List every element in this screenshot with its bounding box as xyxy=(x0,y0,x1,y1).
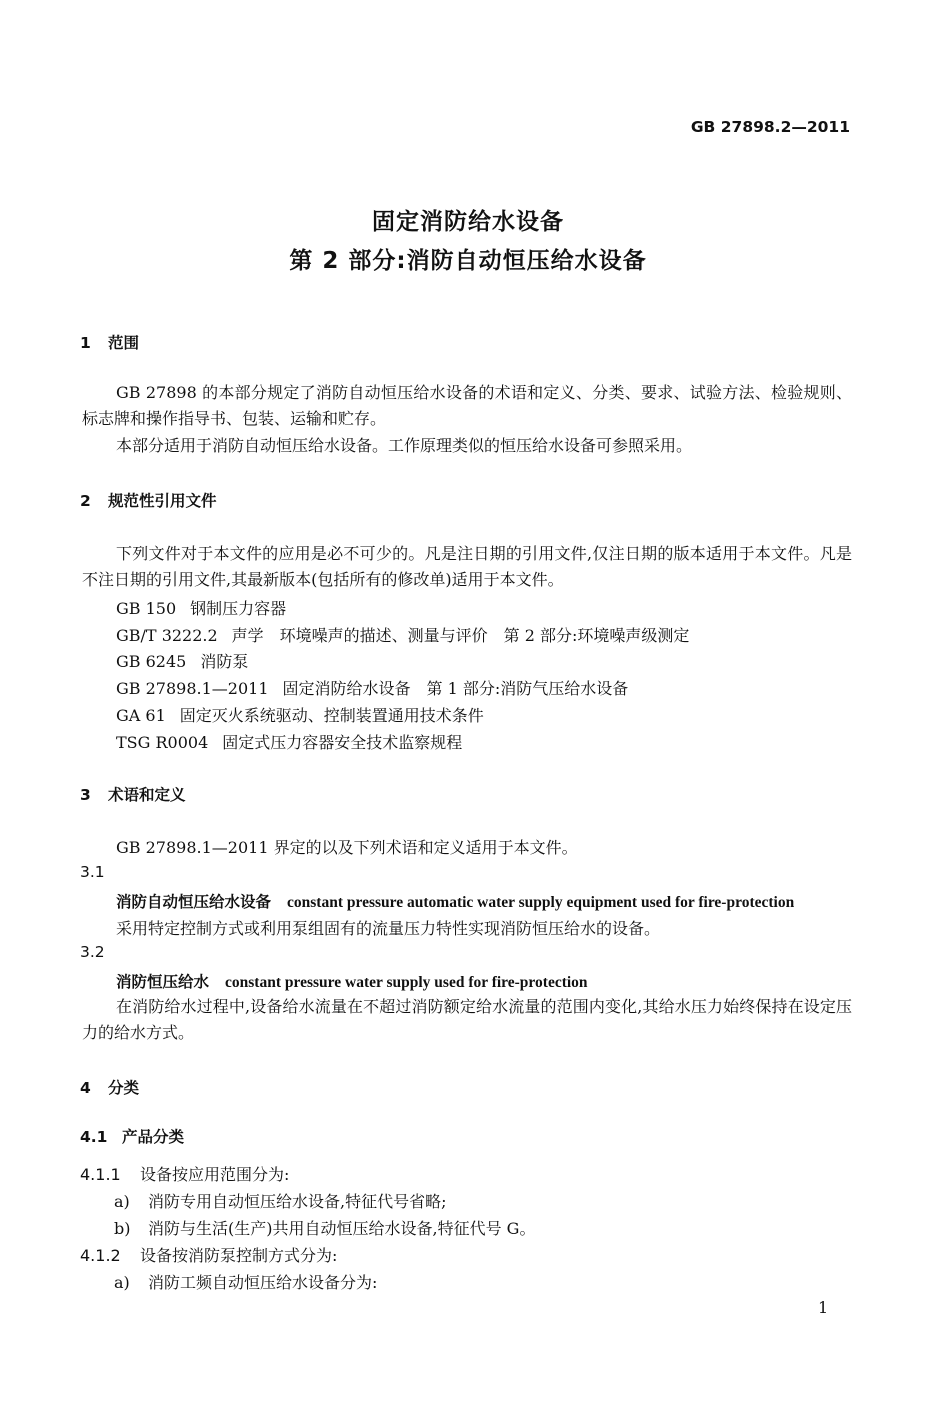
list-item-text: 消防工频自动恒压给水设备分为: xyxy=(148,1273,378,1292)
list-marker: a) xyxy=(114,1192,130,1211)
section-title: 术语和定义 xyxy=(108,786,186,804)
subsection-title: 产品分类 xyxy=(122,1128,185,1146)
section-heading-terms xyxy=(80,783,186,805)
list-item xyxy=(114,1216,535,1239)
page-number: 1 xyxy=(818,1298,829,1317)
reference-item xyxy=(116,596,286,619)
term-definition: 采用特定控制方式或利用泵组固有的流量压力特性实现消防恒压给水的设备。 xyxy=(116,919,661,938)
reference-code: GB 27898.1—2011 xyxy=(116,679,269,698)
term-english: constant pressure automatic water supply equipment used for fire-protection xyxy=(287,894,795,911)
section-number: 4 xyxy=(80,1079,91,1097)
paragraph: GB 27898 的本部分规定了消防自动恒压给水设备的术语和定义、分类、要求、试验方法、检验规则、标志牌和操作指导书、包装、运输和贮存。 xyxy=(82,383,852,428)
list-marker: a) xyxy=(114,1273,130,1292)
paragraph: 本部分适用于消防自动恒压给水设备。工作原理类似的恒压给水设备可参照采用。 xyxy=(116,436,693,455)
term-definition: 在消防给水过程中,设备给水流量在不超过消防额定给水流量的范围内变化,其给水压力始终保持在设定压力的给水方式。 xyxy=(82,997,852,1042)
reference-title: 固定灭火系统驱动、控制装置通用技术条件 xyxy=(179,706,484,725)
reference-item xyxy=(116,623,689,646)
reference-title: 声学 环境噪声的描述、测量与评价 第 2 部分:环境噪声级测定 xyxy=(231,626,690,645)
reference-code: GB 150 xyxy=(116,599,177,618)
section-title: 范围 xyxy=(108,334,140,352)
clause-4-1-1 xyxy=(80,1162,289,1185)
list-marker: b) xyxy=(114,1219,131,1238)
document-title-line1: 固定消防给水设备 xyxy=(372,209,564,235)
section-heading-classification xyxy=(80,1076,139,1098)
section-number: 2 xyxy=(80,492,91,510)
reference-title: 固定消防给水设备 第 1 部分:消防气压给水设备 xyxy=(282,679,629,698)
term-number: 3.1 xyxy=(80,863,105,881)
clause-4-1-2 xyxy=(80,1243,337,1266)
document-title-line2: 第 2 部分:消防自动恒压给水设备 xyxy=(289,248,647,274)
list-item xyxy=(114,1270,377,1293)
term-chinese: 消防恒压给水 xyxy=(116,973,210,991)
reference-item xyxy=(116,676,628,699)
section-number: 3 xyxy=(80,786,91,804)
term-english: constant pressure water supply used for fire-protection xyxy=(225,974,588,991)
section-title: 分类 xyxy=(108,1079,140,1097)
term-entry xyxy=(116,890,794,912)
reference-item xyxy=(116,730,462,753)
paragraph: 下列文件对于本文件的应用是必不可少的。凡是注日期的引用文件,仅注日期的版本适用于本文件。凡是不注日期的引用文件,其最新版本(包括所有的修改单)适用于本文件。 xyxy=(82,544,852,589)
subsection-heading-product-classification xyxy=(80,1125,184,1147)
reference-code: TSG R0004 xyxy=(116,733,209,752)
paragraph: GB 27898.1—2011 界定的以及下列术语和定义适用于本文件。 xyxy=(116,838,578,857)
term-chinese: 消防自动恒压给水设备 xyxy=(116,893,272,911)
clause-text: 设备按消防泵控制方式分为: xyxy=(140,1246,338,1265)
clause-number: 4.1.1 xyxy=(80,1165,121,1184)
reference-code: GA 61 xyxy=(116,706,166,725)
clause-text: 设备按应用范围分为: xyxy=(140,1165,290,1184)
term-number: 3.2 xyxy=(80,943,105,961)
section-heading-scope xyxy=(80,331,139,353)
term-entry xyxy=(116,970,588,992)
list-item-text: 消防专用自动恒压给水设备,特征代号省略; xyxy=(148,1192,447,1211)
reference-title: 钢制压力容器 xyxy=(190,599,287,618)
list-item-text: 消防与生活(生产)共用自动恒压给水设备,特征代号 G。 xyxy=(148,1219,536,1238)
standard-code: GB 27898.2—2011 xyxy=(690,118,850,136)
reference-item xyxy=(116,703,484,726)
subsection-number: 4.1 xyxy=(80,1128,108,1146)
section-heading-normative-references xyxy=(80,489,217,511)
section-number: 1 xyxy=(80,334,91,352)
reference-title: 固定式压力容器安全技术监察规程 xyxy=(222,733,463,752)
clause-number: 4.1.2 xyxy=(80,1246,121,1265)
section-title: 规范性引用文件 xyxy=(108,492,217,510)
reference-title: 消防泵 xyxy=(200,652,249,671)
reference-item xyxy=(116,649,248,672)
reference-code: GB/T 3222.2 xyxy=(116,626,218,645)
list-item xyxy=(114,1189,446,1212)
reference-code: GB 6245 xyxy=(116,652,187,671)
